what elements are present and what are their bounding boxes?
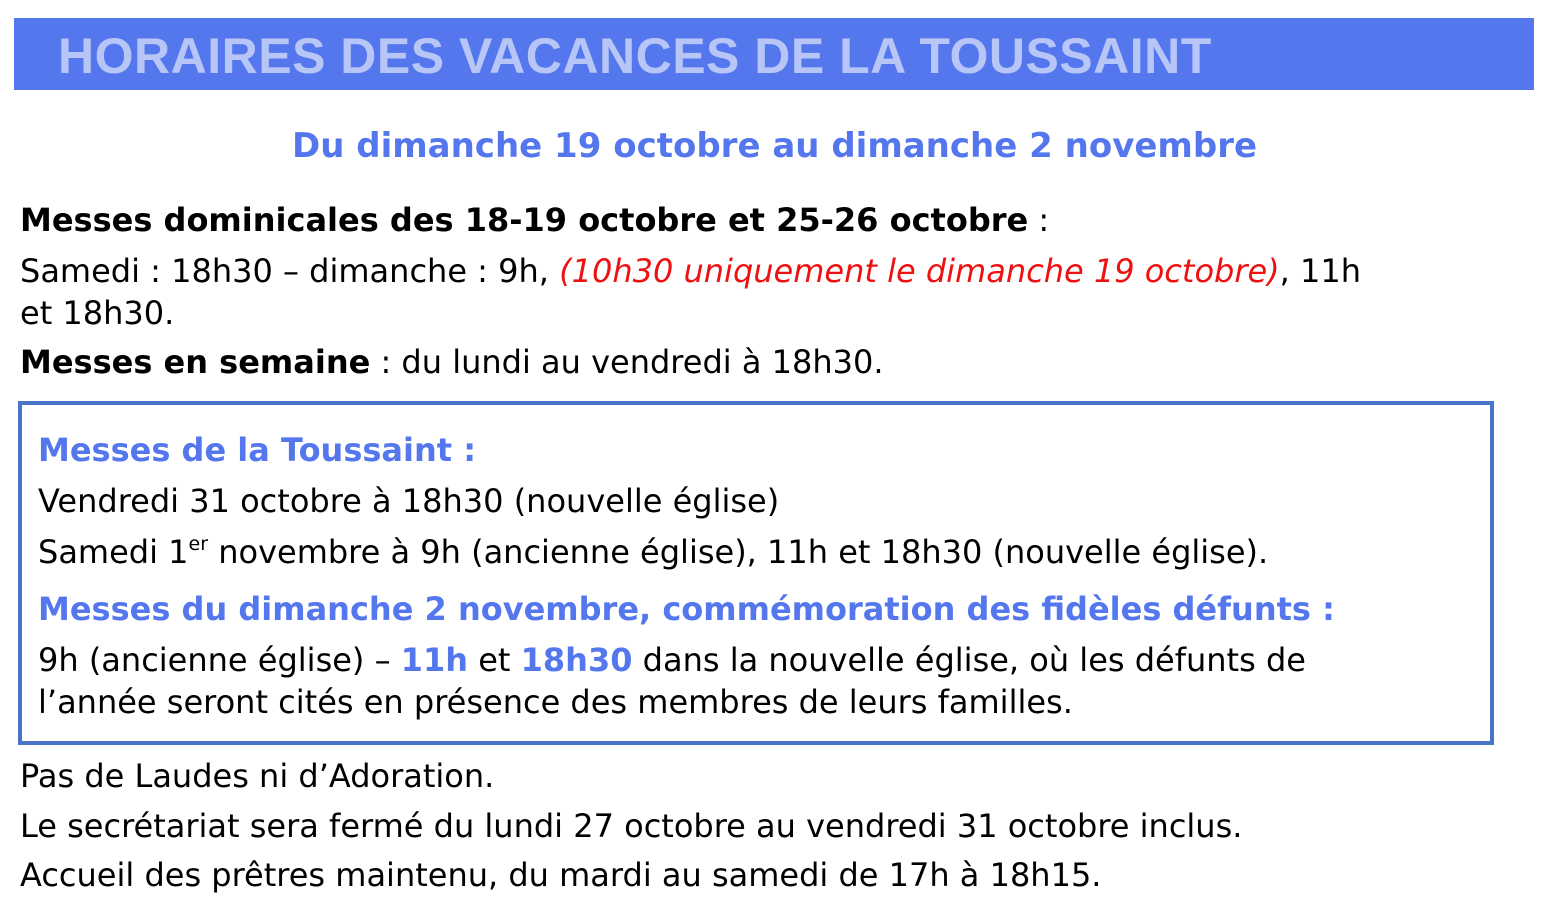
page-title: HORAIRES DES VACANCES DE LA TOUSSAINT [58,28,1212,84]
note-secretariat-closed: Le secrétariat sera fermé du lundi 27 octobre au vendredi 31 octobre inclus. [20,807,1243,845]
november-2-time-11h: 11h [400,641,469,679]
november-2-heading: Messes du dimanche 2 novembre, commémoration des fidèles défunts : [38,590,1335,628]
november-2-time-18h30: 18h30 [520,641,633,679]
toussaint-line-friday: Vendredi 31 octobre à 18h30 (nouvelle église) [38,482,780,520]
sunday-masses-times-line [20,250,1361,292]
toussaint-box [18,401,1494,745]
november-2-times-end: dans la nouvelle église, où les défunts de [632,641,1306,679]
weekday-masses-text: : du lundi au vendredi à 18h30. [370,343,884,381]
note-no-lauds: Pas de Laudes ni d’Adoration. [20,757,495,795]
sunday-masses-heading: Messes dominicales des 18-19 octobre et 25-26 octobre [20,201,1029,239]
toussaint-line-saturday [38,531,1268,573]
note-priests-welcome: Accueil des prêtres maintenu, du mardi au samedi de 17h à 18h15. [20,856,1102,894]
toussaint-heading: Messes de la Toussaint : [38,431,476,469]
date-range-subtitle: Du dimanche 19 octobre au dimanche 2 novembre [291,126,1258,166]
weekday-masses-heading: Messes en semaine [20,343,371,381]
toussaint-saturday-end: novembre à 9h (ancienne église), 11h et 18h30 (nouvelle église). [208,533,1269,571]
toussaint-saturday-start: Samedi 1 [38,533,189,571]
november-2-families-line: l’année seront cités en présence des membres de leurs familles. [38,683,1073,721]
sunday-masses-note: (10h30 uniquement le dimanche 19 octobre) [559,252,1280,290]
sunday-masses-times-start: Samedi : 18h30 – dimanche : 9h, [20,252,560,290]
title-banner [14,18,1534,90]
november-2-times-start: 9h (ancienne église) – [38,641,401,679]
sunday-masses-times-end: , 11h [1279,252,1361,290]
november-2-and: et [468,641,521,679]
weekday-masses-line [20,341,883,383]
ordinal-superscript: er [188,533,209,555]
sunday-masses-times-line2: et 18h30. [20,294,175,332]
sunday-masses-heading-suffix: : [1028,201,1050,239]
sunday-masses-heading-line [20,199,1049,241]
november-2-times-line [38,639,1306,681]
